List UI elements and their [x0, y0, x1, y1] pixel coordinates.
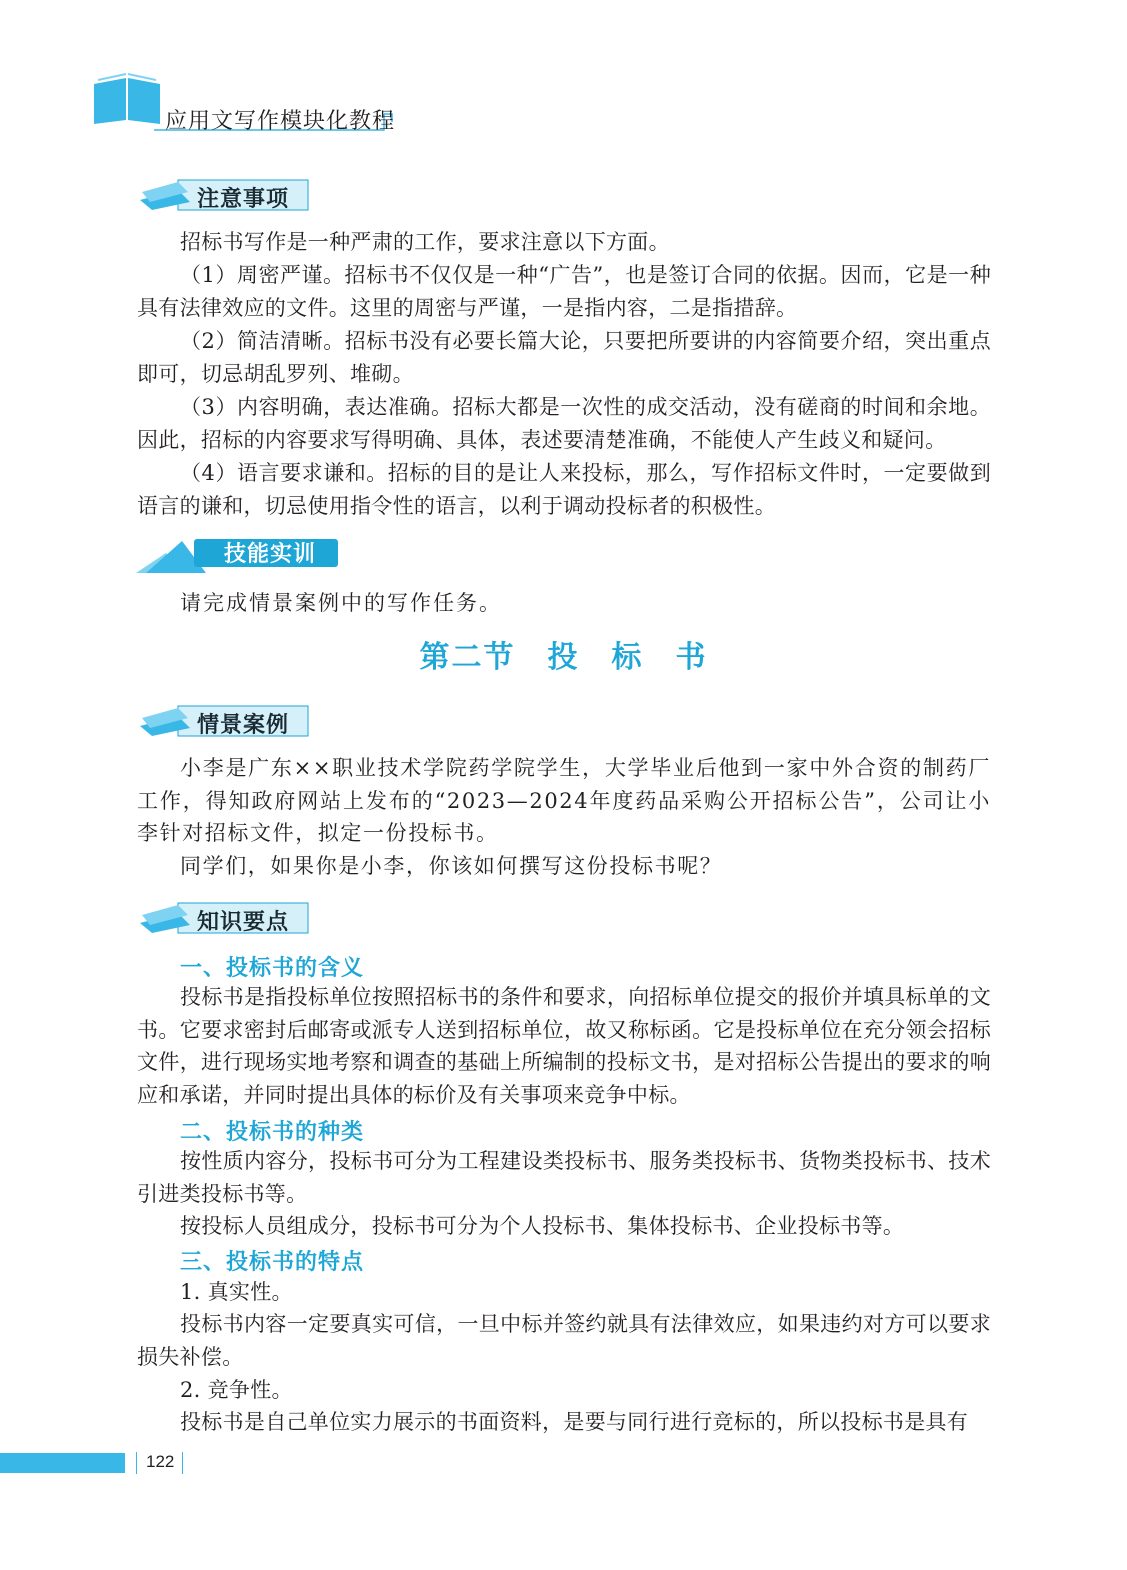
subheading: 二、投标书的种类	[180, 1120, 365, 1145]
footer-bar	[0, 1453, 125, 1473]
notes-paragraph: （2）简洁清晰。招标书没有必要长篇大论，只要把所要讲的内容简要介绍，突出重点即可，切忌胡乱罗列、堆砌。	[137, 329, 991, 386]
knowledge-paragraph: 投标书是指投标单位按照招标书的条件和要求，向招标单位提交的报价并填具标单的文书。它要求密封后邮寄或派专人送到招标单位，故又称标函。它是投标单位在充分领会招标文件，进行现场实地考察和调查的基础上所编制的投标文书，是对招标公告提出的要求的响应和承诺，并同时提出具体的标价及有关事项来竞争中标。	[137, 985, 991, 1107]
footer-divider	[136, 1452, 137, 1474]
notes-paragraph: （3）内容明确，表达准确。招标大都是一次性的成交活动，没有磋商的时间和余地。因此，招标的内容要求写得明确、具体，表述要清楚准确，不能使人产生歧义和疑问。	[137, 395, 991, 452]
subheading: 三、投标书的特点	[180, 1250, 365, 1275]
case-paragraph: 同学们，如果你是小李，你该如何撰写这份投标书呢？	[180, 854, 723, 878]
book-title: 应用文写作模块化教程	[165, 109, 396, 134]
notes-paragraph: （4）语言要求谦和。招标的目的是让人来投标，那么，写作招标文件时，一定要做到语言的谦和，切忌使用指令性的语言，以利于调动投标者的积极性。	[137, 461, 991, 518]
chapter-title: 第二节 投 标 书	[419, 640, 708, 675]
footer-divider	[182, 1452, 183, 1474]
section-title-knowledge: 知识要点	[197, 910, 290, 935]
training-text: 请完成情景案例中的写作任务。	[180, 591, 502, 615]
section-title-training: 技能实训	[224, 542, 317, 567]
knowledge-paragraph: 按投标人员组成分，投标书可分为个人投标书、集体投标书、企业投标书等。	[180, 1214, 905, 1238]
section-title-notes: 注意事项	[197, 187, 290, 212]
notes-paragraph: （1）周密严谨。招标书不仅仅是一种“广告”，也是签订合同的依据。因而，它是一种具有法律效应的文件。这里的周密与严谨，一是指内容，二是指措辞。	[137, 263, 991, 320]
knowledge-paragraph: 投标书是自己单位实力展示的书面资料，是要与同行进行竞标的，所以投标书是具有	[180, 1410, 969, 1434]
knowledge-paragraph: 按性质内容分，投标书可分为工程建设类投标书、服务类投标书、货物类投标书、技术引进类投标书等。	[137, 1149, 991, 1206]
subheading: 一、投标书的含义	[180, 956, 365, 981]
section-title-case: 情景案例	[197, 713, 290, 738]
notes-paragraph: 招标书写作是一种严肃的工作，要求注意以下方面。	[180, 230, 670, 254]
list-item: 1. 真实性。	[180, 1280, 293, 1304]
case-paragraph: 小李是广东××职业技术学院药学院学生，大学毕业后他到一家中外合资的制药厂工作，得知政府网站上发布的“2023—2024年度药品采购公开招标公告”，公司让小李针对招标文件，拟定一份投标书。	[137, 756, 991, 845]
list-item: 2. 竞争性。	[180, 1378, 293, 1402]
page-number: 122	[146, 1452, 175, 1471]
knowledge-paragraph: 投标书内容一定要真实可信，一旦中标并签约就具有法律效应，如果违约对方可以要求损失补偿。	[137, 1312, 991, 1369]
